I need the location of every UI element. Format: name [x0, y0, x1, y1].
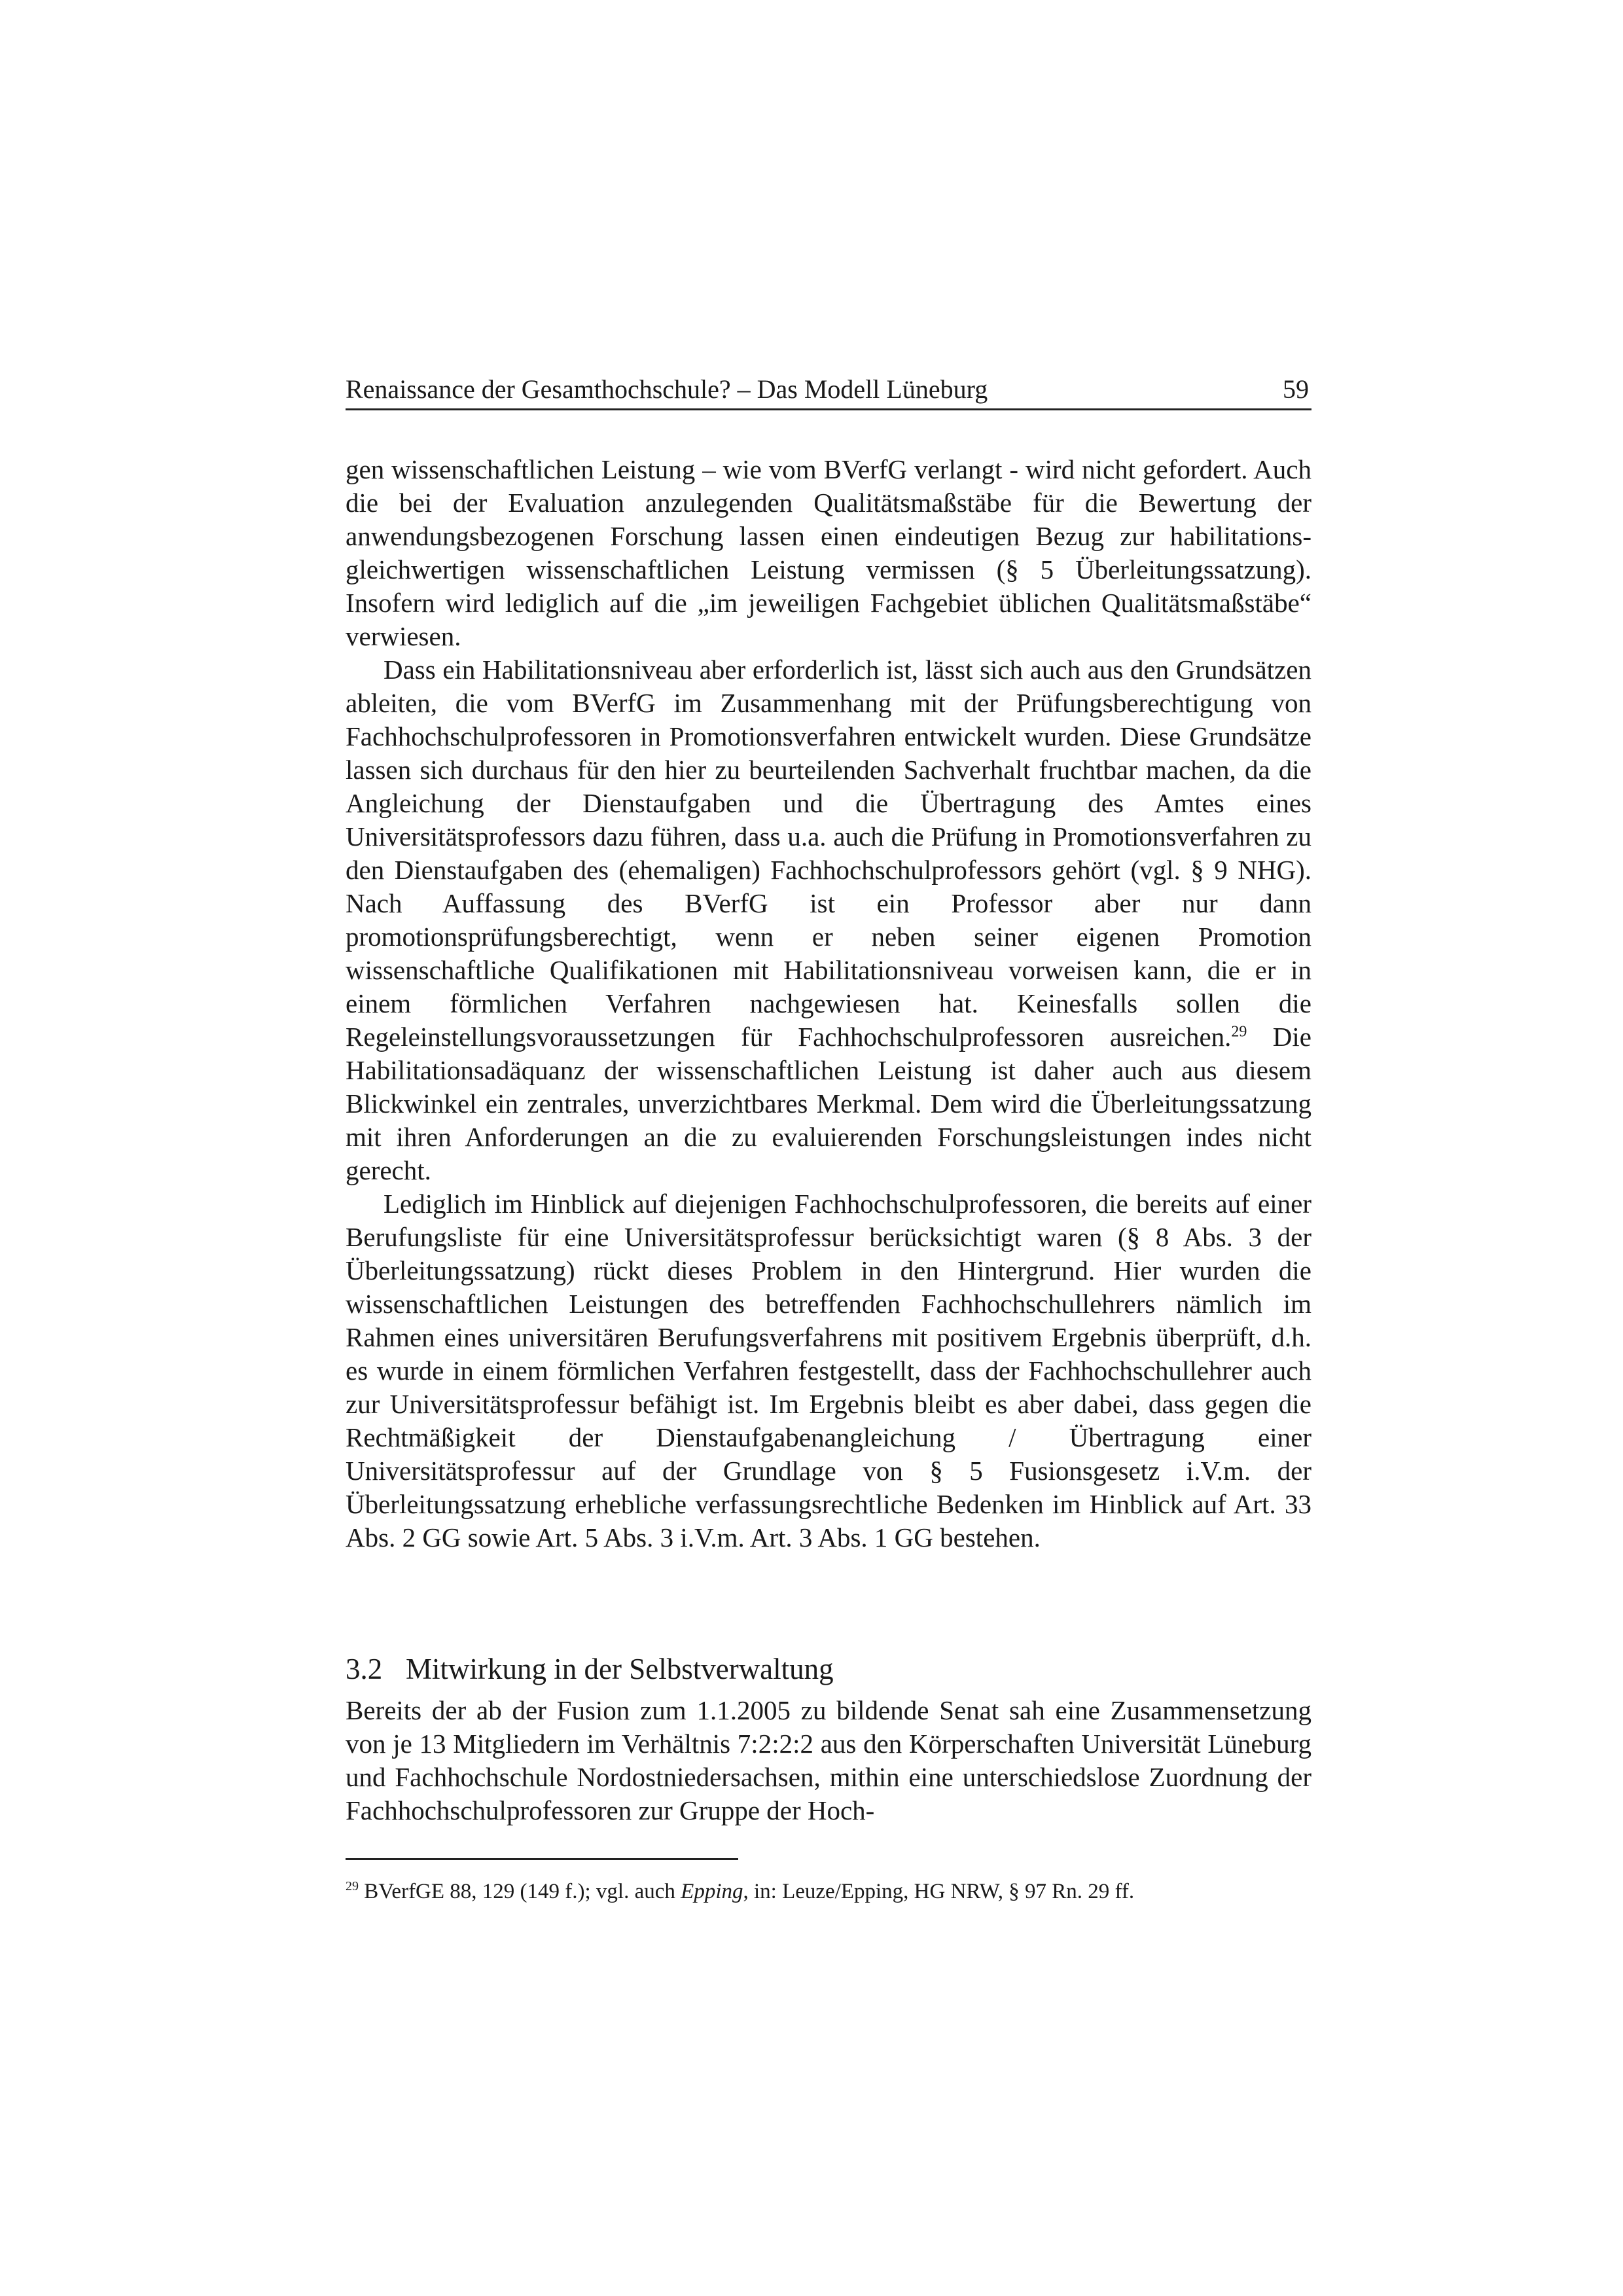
footnote-text-a: BVerfGE 88, 129 (149 f.); vgl. auch — [359, 1880, 681, 1903]
footnote-number: 29 — [346, 1879, 359, 1893]
paragraph-2-text-a: Dass ein Habilitationsniveau aber erforderlich ist, lässt sich auch aus den Grundsätzen ableiten, die vom BVerfG im Zusammenhang mit der Prüfungsberechtigung von Fachhochschulprofessoren in Promotionsverfahren entwickelt wurden. Diese Grundsätze lassen sich durchaus für den hier zu beurteilenden Sachverhalt fruchtbar machen, da die Angleichung der Dienstaufgaben und die Übertragung des Amtes eines Universitätsprofessors dazu führen, dass u.a. auch die Prüfung in Promotionsverfahren zu den Dienstaufgaben des (ehemaligen) Fachhochschulprofessors gehört (vgl. § 9 NHG). Nach Auffassung des BVerfG ist ein Professor aber nur dann promotionsprüfungsberechtigt, wenn er neben seiner eigenen Promotion wissenschaftliche Qualifikationen mit Habilitationsniveau vorweisen kann, die er in einem förmlichen Verfahren nachgewiesen hat. Keinesfalls sollen die Regeleinstellungsvoraussetzungen für Fachhochschulprofessoren ausreichen. — [346, 655, 1311, 1052]
section-title: Mitwirkung in der Selbstverwaltung — [406, 1653, 834, 1685]
paragraph-1: gen wissenschaftlichen Leistung – wie vom BVerfG verlangt - wird nicht gefordert. Auch die bei der Evaluation anzulegenden Qualitätsmaßstäbe für die Bewertung der anwendungsbezogenen Forschung lassen einen eindeutigen Bezug zur habilitationsgleichwertigen wissenschaftlichen Leistung vermissen (§ 5 Überleitungssatzung). Insofern wird lediglich auf die „im jeweiligen Fachgebiet üblichen Qualitätsmaßstäbe“ verwiesen. — [346, 454, 1311, 651]
section-text — [346, 1694, 1311, 1827]
section-paragraph-1: Bereits der ab der Fusion zum 1.1.2005 zu bildende Senat sah eine Zusammensetzung von je 13 Mitgliedern im Verhältnis 7:2:2:2 aus den Körperschaften Universität Lüneburg und Fachhochschule Nordostniedersachsen, mithin eine unterschiedslose Zuordnung der Fachhochschulprofessoren zur Gruppe der Hoch- — [346, 1695, 1311, 1825]
paragraph-2-text-b: Die Habilitationsadäquanz der wissenschaftlichen Leistung ist daher auch aus diesem Blickwinkel ein zentrales, unverzichtbares Merkmal. Dem wird die Überleitungssatzung mit ihren Anforderungen an die zu evaluierenden Forschungsleistungen indes nicht gerecht. — [346, 1022, 1311, 1185]
page-header — [346, 370, 1311, 410]
page-number: 59 — [1283, 374, 1309, 404]
running-head: Renaissance der Gesamthochschule? – Das Modell Lüneburg — [346, 374, 988, 404]
footnotes — [346, 1877, 1311, 1906]
footnote-text-b: , in: Leuze/Epping, HG NRW, § 97 Rn. 29 ff. — [743, 1880, 1135, 1903]
section-number: 3.2 — [346, 1653, 383, 1685]
paragraph-3: Lediglich im Hinblick auf diejenigen Fachhochschulprofessoren, die bereits auf einer Berufungsliste für eine Universitätsprofessur berücksichtigt waren (§ 8 Abs. 3 der Überleitungssatzung) rückt dieses Problem in den Hintergrund. Hier wurden die wissenschaftlichen Leistungen des betreffenden Fachhochschullehrers nämlich im Rahmen eines universitären Berufungsverfahrens mit positivem Ergebnis überprüft, d.h. es wurde in einem förmlichen Verfahren festgestellt, dass der Fachhochschullehrer auch zur Universitätsprofessur befähigt ist. Im Ergebnis bleibt es aber dabei, dass gegen die Rechtmäßigkeit der Dienstaufgabenangleichung / Übertragung einer Universitätsprofessur auf der Grundlage von § 5 Fusionsgesetz i.V.m. der Überleitungssatzung erhebliche verfassungsrechtliche Bedenken im Hinblick auf Art. 33 Abs. 2 GG sowie Art. 5 Abs. 3 i.V.m. Art. 3 Abs. 1 GG bestehen. — [346, 1189, 1311, 1552]
footnote-author: Epping — [681, 1880, 743, 1903]
paragraph-2 — [346, 653, 1311, 1187]
footnote-reference-29: 29 — [1231, 1023, 1247, 1041]
body-text — [346, 453, 1311, 1554]
footnote-29 — [346, 1877, 1311, 1906]
section-heading — [346, 1651, 1311, 1687]
footnote-divider — [346, 1858, 738, 1860]
